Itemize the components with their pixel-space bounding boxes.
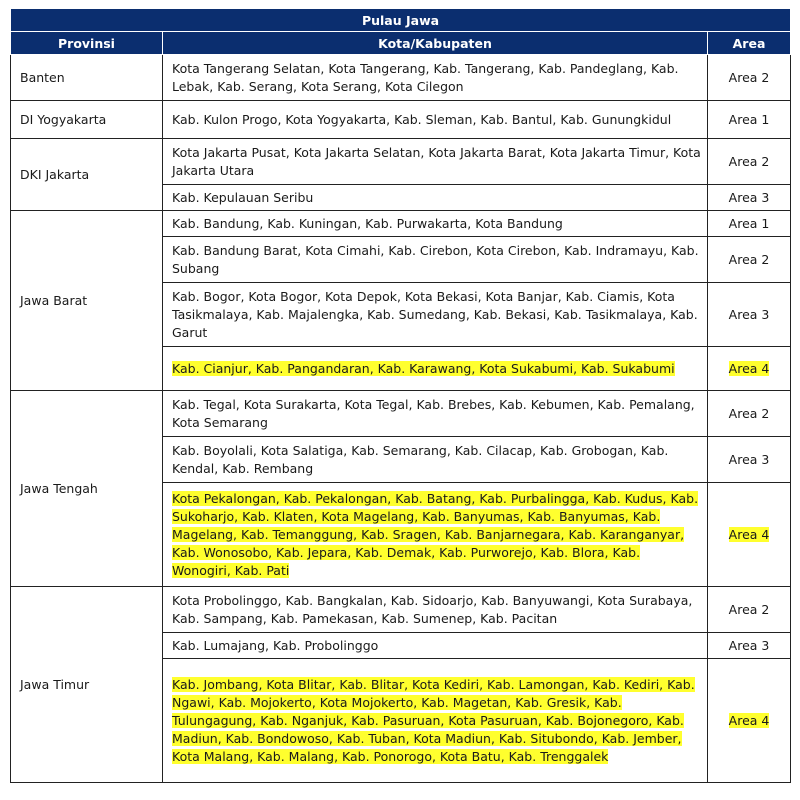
city-cell: Kab. Bogor, Kota Bogor, Kota Depok, Kota Bekasi, Kota Banjar, Kab. Ciamis, Kota Tasikmalaya, Kab. Majalengka, Kab. Sumedang, Kab. Bekasi, Kab. Tasikmalaya, Kab. Garut — [163, 283, 708, 347]
area-cell: Area 2 — [708, 587, 791, 633]
city-cell: Kab. Bandung, Kab. Kuningan, Kab. Purwakarta, Kota Bandung — [163, 211, 708, 237]
table-row — [11, 391, 791, 437]
city-cell — [163, 347, 708, 391]
province-cell: Jawa Timur — [11, 587, 163, 783]
highlighted-text: Area 4 — [728, 360, 770, 376]
province-cell: DI Yogyakarta — [11, 101, 163, 139]
province-cell: Banten — [11, 55, 163, 101]
city-cell: Kab. Bandung Barat, Kota Cimahi, Kab. Cirebon, Kota Cirebon, Kab. Indramayu, Kab. Subang — [163, 237, 708, 283]
area-cell: Area 2 — [708, 55, 791, 101]
highlighted-text: Kab. Jombang, Kota Blitar, Kab. Blitar, Kota Kediri, Kab. Lamongan, Kab. Kediri, Kab. Ngawi, Kab. Mojokerto, Kota Mojokerto, Kab. Magetan, Kab. Gresik, Kab. Tulungagung, Kab. Nganjuk, Kab. Pasuruan, Kota Pasuruan, Kab. Bojonegoro, Kab. Madiun, Kab. Bondowoso, Kab. Tuban, Kota Madiun, Kab. Situbondo, Kab. Jember, Kota Malang, Kab. Malang, Kab. Ponorogo, Kota Batu, Kab. Trenggalek — [172, 676, 695, 764]
city-cell — [163, 483, 708, 587]
city-cell: Kab. Kepulauan Seribu — [163, 185, 708, 211]
city-cell: Kab. Boyolali, Kota Salatiga, Kab. Semarang, Kab. Cilacap, Kab. Grobogan, Kab. Kendal, Kab. Rembang — [163, 437, 708, 483]
city-cell: Kab. Lumajang, Kab. Probolinggo — [163, 633, 708, 659]
table-row — [11, 211, 791, 237]
city-cell: Kota Jakarta Pusat, Kota Jakarta Selatan, Kota Jakarta Barat, Kota Jakarta Timur, Kota Jakarta Utara — [163, 139, 708, 185]
header-area: Area — [708, 32, 791, 55]
header-city: Kota/Kabupaten — [163, 32, 708, 55]
area-cell — [708, 347, 791, 391]
table-title: Pulau Jawa — [11, 9, 791, 32]
table-row — [11, 139, 791, 185]
highlighted-text: Area 4 — [728, 712, 770, 728]
area-cell: Area 2 — [708, 237, 791, 283]
table-row — [11, 101, 791, 139]
province-cell: Jawa Tengah — [11, 391, 163, 587]
area-cell: Area 2 — [708, 139, 791, 185]
highlighted-text: Kota Pekalongan, Kab. Pekalongan, Kab. Batang, Kab. Purbalingga, Kab. Kudus, Kab. Sukoharjo, Kab. Klaten, Kota Magelang, Kab. Banyumas, Kab. Banyumas, Kab. Magelang, Kab. Temanggung, Kab. Sragen, Kab. Banjarnegara, Kab. Karanganyar, Kab. Wonosobo, Kab. Jepara, Kab. Demak, Kab. Purworejo, Kab. Blora, Kab. Wonogiri, Kab. Pati — [172, 490, 699, 578]
city-cell: Kota Probolinggo, Kab. Bangkalan, Kab. Sidoarjo, Kab. Banyuwangi, Kota Surabaya, Kab. Sampang, Kab. Pamekasan, Kab. Sumenep, Kab. Pacitan — [163, 587, 708, 633]
highlighted-text: Kab. Cianjur, Kab. Pangandaran, Kab. Karawang, Kota Sukabumi, Kab. Sukabumi — [172, 360, 675, 376]
area-cell: Area 3 — [708, 283, 791, 347]
area-cell: Area 3 — [708, 633, 791, 659]
table-wrapper — [10, 8, 790, 783]
header-row — [11, 32, 791, 55]
area-cell: Area 3 — [708, 185, 791, 211]
city-cell: Kota Tangerang Selatan, Kota Tangerang, Kab. Tangerang, Kab. Pandeglang, Kab. Lebak, Kab. Serang, Kota Serang, Kota Cilegon — [163, 55, 708, 101]
area-table — [10, 8, 791, 783]
table-row — [11, 587, 791, 633]
table-row — [11, 55, 791, 101]
city-cell — [163, 659, 708, 783]
city-cell: Kab. Kulon Progo, Kota Yogyakarta, Kab. Sleman, Kab. Bantul, Kab. Gunungkidul — [163, 101, 708, 139]
area-cell — [708, 659, 791, 783]
city-cell: Kab. Tegal, Kota Surakarta, Kota Tegal, Kab. Brebes, Kab. Kebumen, Kab. Pemalang, Kota Semarang — [163, 391, 708, 437]
area-cell: Area 3 — [708, 437, 791, 483]
area-cell: Area 1 — [708, 101, 791, 139]
province-cell: Jawa Barat — [11, 211, 163, 391]
area-cell — [708, 483, 791, 587]
area-cell: Area 1 — [708, 211, 791, 237]
area-cell: Area 2 — [708, 391, 791, 437]
province-cell: DKI Jakarta — [11, 139, 163, 211]
highlighted-text: Area 4 — [728, 526, 770, 542]
title-row — [11, 9, 791, 32]
header-province: Provinsi — [11, 32, 163, 55]
